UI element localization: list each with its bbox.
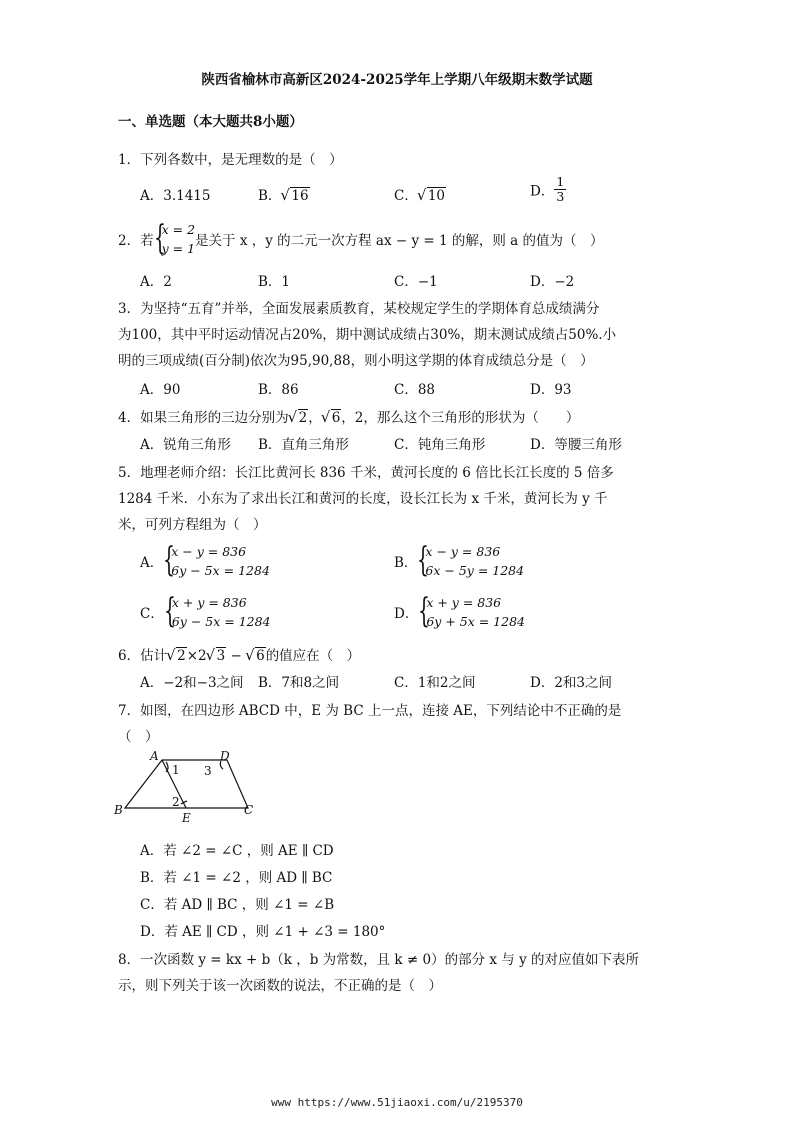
quadrilateral-figure	[110, 748, 270, 828]
q1-option-c: C．√ 10	[394, 184, 446, 204]
q2-option-a: A．2	[140, 274, 172, 290]
question-5-line-2: 1284 千米．小东为了求出长江和黄河的长度，设长江长为 x 千米，黄河长为 y 千	[118, 491, 608, 507]
label-angle-2: 2	[172, 795, 180, 809]
question-6-stem: 6．估计√ 2×2√ 3 − √ 6的值应在（ ）	[118, 644, 360, 664]
q2-option-b: B．1	[258, 274, 291, 290]
question-5-line-1: 5．地理老师介绍：长江比黄河长 836 千米，黄河长度的 6 倍比长江长度的 5 倍多	[118, 465, 614, 481]
q1-option-d: D． $\frac{1}{3}$	[530, 174, 565, 204]
q2-option-d: D．−2	[530, 274, 575, 290]
question-3-line-2: 为100，其中平时运动情况占20%，期中测试成绩占30%，期末测试成绩占50%.小	[118, 327, 617, 343]
q6-option-a: A．−2和−3之间	[140, 675, 244, 691]
q7-option-c: C．若 AD ∥ BC ，则 ∠1 = ∠B	[140, 897, 335, 913]
page-title: 陕西省榆林市高新区2024-2025学年上学期八年级期末数学试题	[201, 72, 593, 88]
q6-option-c: C．1和2之间	[394, 675, 476, 691]
question-8-line-2: 示，则下列关于该一次函数的说法，不正确的是（ ）	[118, 978, 442, 994]
q1-option-b: B．√ 16	[258, 184, 310, 204]
label-b: B	[114, 803, 123, 817]
label-a: A	[150, 749, 159, 763]
section-heading: 一、单选题（本大题共8小题）	[118, 114, 303, 130]
question-1-stem: 1．下列各数中，是无理数的是（ ）	[118, 152, 343, 168]
q3-option-b: B．86	[258, 382, 299, 398]
q5-option-c: C． { x + y = 836 6y − 5x = 1284	[140, 591, 271, 631]
q3-option-c: C．88	[394, 382, 436, 398]
q7-option-a: A．若 ∠2 = ∠C ，则 AE ∥ CD	[140, 843, 334, 859]
label-angle-3: 3	[204, 764, 212, 778]
q7-option-d: D．若 AE ∥ CD ，则 ∠1 + ∠3 = 180°	[140, 924, 386, 940]
label-angle-1: 1	[172, 763, 180, 777]
q4-option-c: C．钝角三角形	[394, 437, 486, 453]
q7-option-b: B．若 ∠1 = ∠2 ，则 AD ∥ BC	[140, 870, 333, 886]
q5-option-a: A． { x − y = 836 6y − 5x = 1284	[140, 540, 270, 580]
question-7-line-2: （ ）	[118, 729, 159, 745]
q3-option-a: A．90	[140, 382, 181, 398]
question-8-line-1: 8．一次函数 y = kx + b（k ，b 为常数，且 k ≠ 0）的部分 x 与 y 的对应值如下表所	[118, 952, 639, 968]
q4-option-a: A．锐角三角形	[140, 437, 231, 453]
q6-option-d: D．2和3之间	[530, 675, 613, 691]
q4-option-d: D．等腰三角形	[530, 437, 622, 453]
question-2-stem: 2．若 { x = 2 y = 1 是关于 x ，y 的二元一次方程 ax − y = 1 的解，则 a 的值为（ ）	[118, 218, 604, 258]
label-c: C	[244, 803, 254, 817]
q2-option-c: C．−1	[394, 274, 438, 290]
footer-watermark[interactable]: www https://www.51jiaoxi.com/u/2195370	[271, 1096, 523, 1109]
question-3-line-1: 3．为坚持“五育”并举，全面发展素质教育，某校规定学生的学期体育总成绩满分	[118, 301, 600, 317]
angle-1-arc	[166, 762, 168, 772]
q5-option-b: B． { x − y = 836 6x − 5y = 1284	[394, 540, 525, 580]
q4-option-b: B．直角三角形	[258, 437, 349, 453]
label-e: E	[182, 811, 191, 825]
label-d: D	[220, 749, 230, 763]
q5-option-d: D． { x + y = 836 6y + 5x = 1284	[394, 591, 525, 631]
question-7-line-1: 7．如图，在四边形 ABCD 中，E 为 BC 上一点，连接 AE，下列结论中不正确的是	[118, 703, 622, 719]
q3-option-d: D．93	[530, 382, 572, 398]
question-4-stem: 4．如果三角形的三边分别为√ 2，√ 6，2，那么这个三角形的形状为（ ）	[118, 406, 579, 426]
question-5-line-3: 米，可列方程组为（ ）	[118, 517, 267, 533]
q6-option-b: B．7和8之间	[258, 675, 340, 691]
q1-option-a: A．3.1415	[140, 188, 211, 204]
question-3-line-3: 明的三项成绩(百分制)依次为95,90,88，则小明这学期的体育成绩总分是（ ）	[118, 353, 594, 369]
